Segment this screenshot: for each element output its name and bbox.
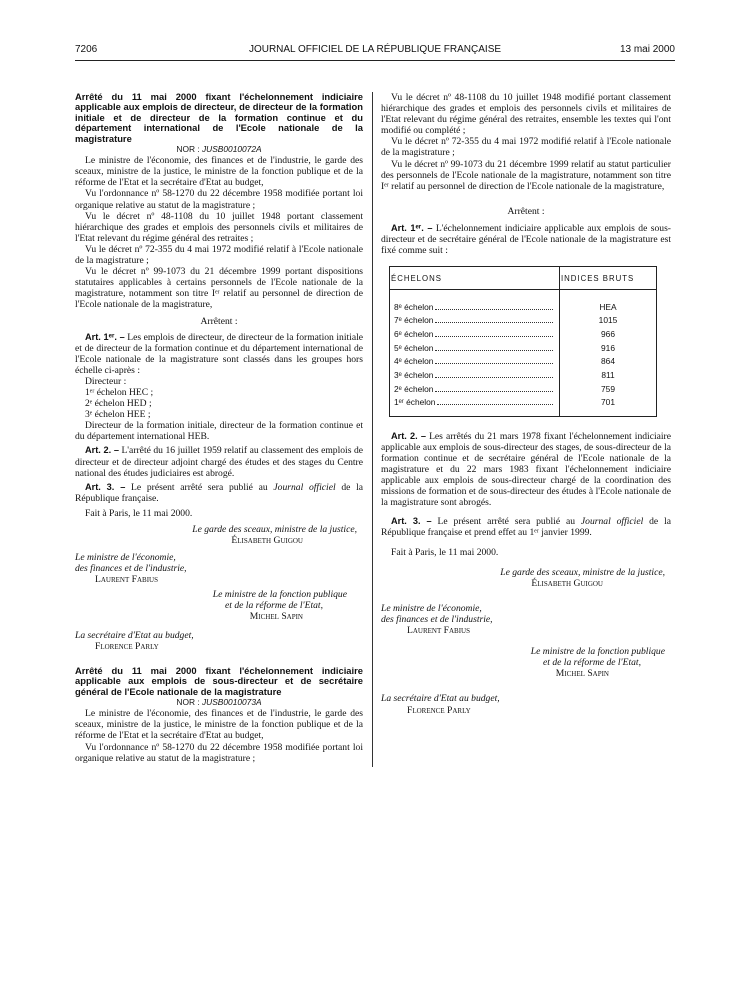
arrete1-sig2-role-b: des finances et de l'industrie,	[75, 563, 187, 575]
arrete1-article-1-tail: Directeur de la formation initiale, directeur de la formation continue et du département international HEB.	[75, 420, 363, 443]
arrete2-sig3-name: Michel Sapin	[555, 668, 609, 680]
arrete2-title: Arrêté du 11 mai 2000 fixant l'échelonnement indiciaire applicable aux emplois de sous-directeur et de secrétaire général de l'Ecole nationale de la magistrature	[75, 664, 363, 697]
echelon-table	[389, 266, 657, 417]
journal-title: JOURNAL OFFICIEL DE LA RÉPUBLIQUE FRANÇAISE	[248, 44, 502, 55]
arrete1-list-2: 2ᵉ échelon HED ;	[85, 398, 152, 410]
arrete1-sig1-name-wrap	[75, 535, 363, 546]
arrete1-sig2-role-a: Le ministre de l'économie,	[75, 552, 176, 564]
arrete2-sig3-role-a: Le ministre de la fonction publique	[530, 646, 665, 658]
arrete1-preamble-0: Le ministre de l'économie, des finances et de l'industrie, le garde des sceaux, ministre de la justice, le ministre de la fonction publique et de la réforme de l'Etat et la secrétaire d'Etat au budget,	[75, 155, 363, 189]
arrete2-article-1: Art. 1ᵉʳ. – L'échelonnement indiciaire applicable aux emplois de sous-directeur et de secrétaire général de l'Ecole nationale de la magistrature est fixé comme suit :	[381, 222, 671, 257]
left-column	[75, 92, 363, 764]
arrete1-sig3-role-b: et de la réforme de l'Etat,	[225, 599, 323, 611]
arrete1-preamble-2: Vu le décret nº 48-1108 du 10 juillet 1948 portant classement hiérarchique des grades et emplois des personnels civils et militaires de l'Etat relevant du régime général des retraites ;	[75, 210, 363, 244]
arrete1-sig4-name-wrap	[75, 641, 363, 652]
table-row: 8ᵉ échelon HEA	[390, 290, 657, 314]
arrete2-sig2-role-a: Le ministre de l'économie,	[381, 602, 482, 614]
arrete1-sig2-name: Laurent Fabius	[95, 574, 158, 586]
arrete1-sig3-name: Michel Sapin	[249, 610, 303, 622]
arrete1-preamble-3: Vu le décret nº 72-355 du 4 mai 1972 modifié relatif à l'Ecole nationale de la magistrature ;	[75, 243, 363, 266]
arrete1-list-3: 3ᵉ échelon HEE ;	[85, 409, 151, 421]
table-row: 5ᵉ échelon 916	[390, 341, 657, 355]
arrete1-article-2: Art. 2. – L'arrêté du 16 juillet 1959 relatif au classement des emplois de directeur et de directeur adjoint chargé des études et des stages du Centre national des études judiciaires est abrogé.	[75, 445, 364, 479]
arrete2-sig4-name: Florence Parly	[407, 704, 471, 716]
arrete1-nor: NOR : JUSB0010072A	[176, 144, 262, 155]
arrete1-title: Arrêté du 11 mai 2000 fixant l'échelonnement indiciaire applicable aux emplois de directeur, de directeur de la formation initiale et de directeur de la formation continue et du département international de l'Ecole nationale de la magistrature	[75, 91, 363, 144]
arrete1-sig3-role-a: Le ministre de la fonction publique	[212, 588, 347, 600]
arrete2-sig1-name: Élisabeth Guigou	[531, 577, 603, 589]
right-column	[381, 92, 671, 716]
column-divider	[372, 92, 373, 767]
arrete2-nor: NOR : JUSB0010073A	[176, 697, 262, 708]
table-row: 2ᵉ échelon 759	[390, 382, 657, 396]
arrete2-sig4-role: La secrétaire d'Etat au budget,	[381, 693, 500, 705]
table-row: 6ᵉ échelon 966	[390, 328, 657, 342]
issue-date: 13 mai 2000	[619, 44, 675, 55]
arrete1-sig3-name-wrap	[75, 611, 363, 622]
arrete2-sig2-role-b: des finances et de l'industrie,	[381, 613, 493, 625]
arrete2-sig2-name-wrap	[381, 625, 671, 636]
arrete2-preamble-right-2: Vu le décret nº 99-1073 du 21 décembre 1999 relatif au statut particulier des personnels de l'Ecole nationale de la magistrature, notamment son titre Iᵉʳ relatif au personnel de direction de l'Ecole nationale de la magistrature,	[381, 158, 671, 192]
arrete1-preamble-1: Vu l'ordonnance nº 58-1270 du 22 décembre 1958 modifiée portant loi organique relative au statut de la magistrature ;	[75, 188, 363, 211]
table-row: 3ᵉ échelon 811	[390, 369, 657, 383]
arrete2-preamble-right-1: Vu le décret nº 72-355 du 4 mai 1972 modifié relatif à l'Ecole nationale de la magistrature ;	[381, 136, 671, 159]
arrete1-list-1: 1ᵉʳ échelon HEC ;	[85, 387, 154, 398]
arrete2-sig4-name-wrap	[381, 705, 671, 716]
arrete1-fait: Fait à Paris, le 11 mai 2000.	[85, 507, 193, 519]
arrete2-sig1-name-wrap	[381, 578, 671, 589]
arrete2-sig1-role: Le garde des sceaux, ministre de la justice,	[500, 566, 665, 578]
arrete1-sig1-name: Élisabeth Guigou	[231, 535, 303, 547]
arrete2-fait: Fait à Paris, le 11 mai 2000.	[391, 546, 499, 558]
table-row: 4ᵉ échelon 864	[390, 355, 657, 369]
arrete1-sig1-role: Le garde des sceaux, ministre de la justice,	[192, 524, 357, 536]
arrete1-sig4-role: La secrétaire d'Etat au budget,	[75, 629, 194, 641]
page-number: 7206	[75, 44, 98, 55]
arrete2-preamble-left-0: Le ministre de l'économie, des finances et de l'industrie, le garde des sceaux, ministre de la justice, le ministre de la fonction publique et de la réforme de l'Etat et la secrétaire d'Etat au budget,	[75, 708, 363, 742]
table-row: 7ᵉ échelon 1015	[390, 314, 657, 328]
arrete2-article-2: Art. 2. – Les arrêtés du 21 mars 1978 fixant l'échelonnement indiciaire applicable aux emplois de sous-directeur des stages, de sous-directeur de la formation continue et de secrétaire général de l'Ecole nationale de la magistrature et du 22 mars 1983 fixant l'échelonnement indiciaire applicable aux emplois de sous-directeur chargé de la coordination des missions de formation et de sous-directeur des études à l'Ecole nationale de la magistrature sont abrogés.	[381, 430, 671, 509]
table-row: 1ᵉʳ échelon 701	[390, 396, 657, 416]
arrete1-list-0: Directeur :	[85, 375, 127, 387]
page-header	[75, 44, 675, 58]
arrete1-sig4-name: Florence Parly	[95, 640, 159, 652]
header-rule	[75, 60, 675, 61]
col-header-echelons: ÉCHELONS	[390, 267, 560, 290]
arrete1-article-3: Art. 3. – Le présent arrêté sera publié au Journal officiel de la République française.	[75, 481, 364, 504]
arrete2-preamble-left-1: Vu l'ordonnance nº 58-1270 du 22 décembre 1958 modifiée portant loi organique relative au statut de la magistrature ;	[75, 741, 363, 764]
arrete2-sig2-name: Laurent Fabius	[407, 625, 470, 637]
arrete1-preamble-4: Vu le décret nº 99-1073 du 21 décembre 1999 portant dispositions statutaires applicables à certains personnels de l'Ecole nationale de la magistrature, notamment son titre Iᵉʳ relatif au personnel de direction de l'Ecole nationale de la magistrature,	[75, 266, 363, 311]
arrete2-preamble-right-0: Vu le décret nº 48-1108 du 10 juillet 1948 modifié portant classement hiérarchique des grades et emplois des personnels civils et militaires de l'Etat relevant du régime général des retraites, ensemble les textes qui l'ont modifié ou complété ;	[381, 92, 671, 137]
arrete2-sig3-name-wrap	[381, 668, 671, 679]
arrete2-sig3-role-b: et de la réforme de l'Etat,	[543, 657, 641, 669]
col-header-indices: INDICES BRUTS	[560, 267, 657, 290]
arrete2-arretent: Arrêtent :	[507, 205, 545, 217]
arrete1-article-1: Art. 1ᵉʳ. – Les emplois de directeur, de directeur de la formation initiale et de directeur de la formation continue et du département international de l'Ecole nationale de la magistrature sont classés dans les groupes hors échelle ci-après :	[75, 331, 364, 376]
arrete2-article-3: Art. 3. – Le présent arrêté sera publié au Journal officiel de la République française et prend effet au 1ᵉʳ janvier 1999.	[381, 516, 671, 539]
arrete1-sig2-name-wrap	[75, 574, 363, 585]
arrete1-arretent: Arrêtent :	[200, 316, 238, 328]
